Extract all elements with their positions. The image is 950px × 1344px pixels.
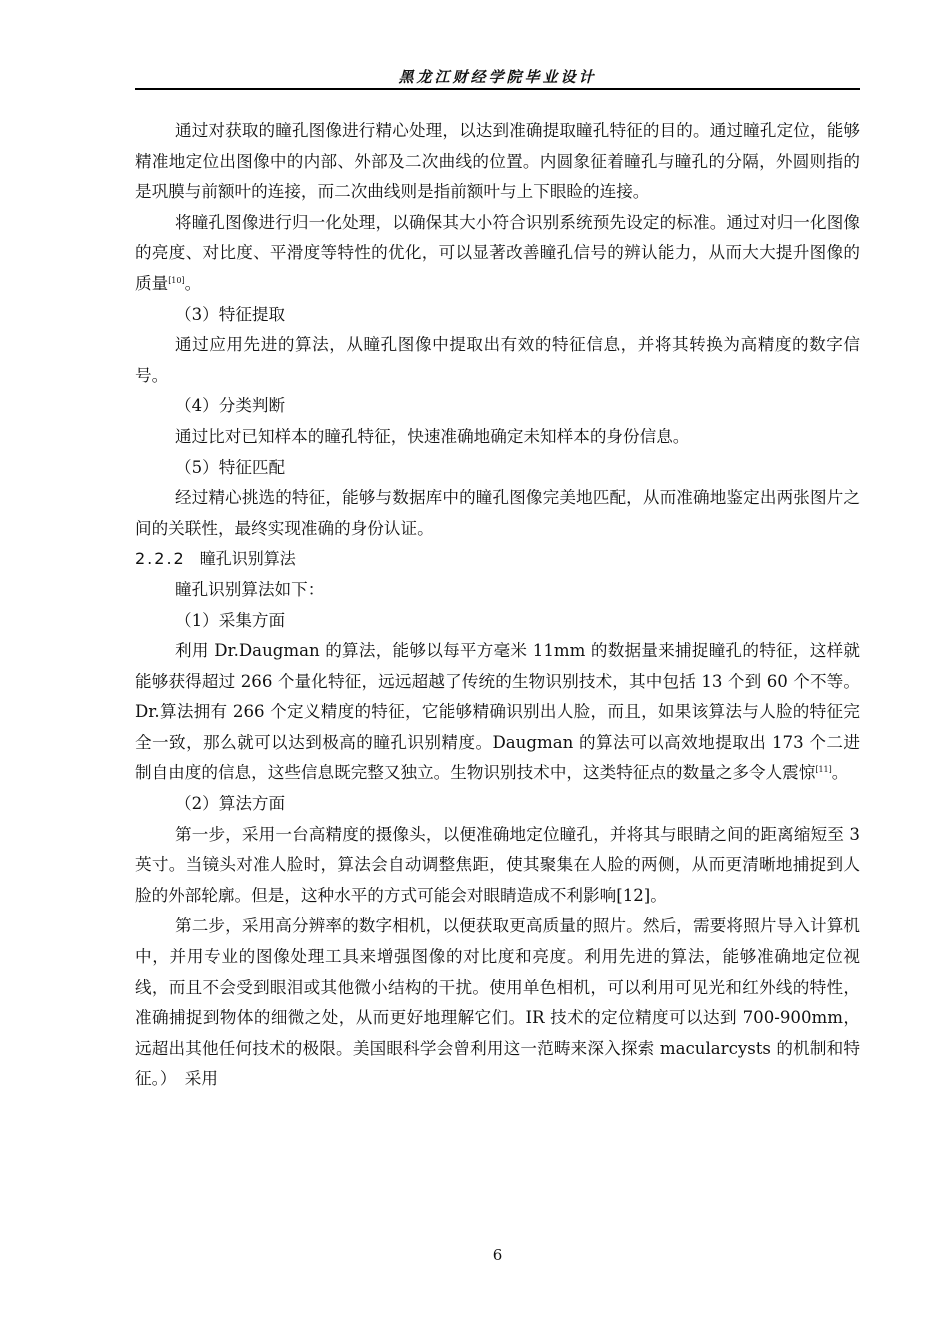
subheading-feature-extraction: （3）特征提取 [175,304,286,324]
citation-marker: [11] [815,765,832,775]
paragraph-normalization [135,208,860,300]
subheading-acquisition: （1）采集方面 [175,610,286,630]
paragraph-tail: 。 [831,763,849,783]
subheading-algorithm: （2）算法方面 [175,794,286,814]
section-number: 2.2.2 [135,549,186,569]
subheading-feature-matching: （5）特征匹配 [175,457,286,477]
section-heading [135,544,860,575]
paragraph-step-one: 第一步，采用一台高精度的摄像头，以便准确地定位瞳孔，并将其与眼睛之间的距离缩短至 3 英寸。当镜头对准人脸时，算法会自动调整焦距，使其聚集在人脸的两侧，从而更清晰地捕捉到人脸的外部轮廓。但是，这种水平的方式可能会对眼睛造成不利影响[12]。 [135,824,860,905]
section-title: 瞳孔识别算法 [199,549,296,569]
paragraph-algorithm-intro: 瞳孔识别算法如下： [175,579,325,599]
paragraph-text: 将瞳孔图像进行归一化处理，以确保其大小符合识别系统预先设定的标准。通过对归一化图像的亮度、对比度、平滑度等特性的优化，可以显著改善瞳孔信号的辨认能力，从而大大提升图像的质量 [135,212,860,293]
page-header-title: 黑龙江财经学院毕业设计 [398,68,597,86]
page-number: 6 [492,1246,503,1264]
paragraph-daugman [135,636,860,789]
document-body [135,116,860,1095]
paragraph-tail: 。 [184,273,202,293]
paragraph-step-two: 第二步，采用高分辨率的数字相机，以便获取更高质量的照片。然后，需要将照片导入计算机中，并用专业的图像处理工具来增强图像的对比度和亮度。利用先进的算法，能够准确地定位视线，而且不会受到眼泪或其他微小结构的干扰。使用单色相机，可以利用可见光和红外线的特性，准确捕捉到物体的细微之处，从而更好地理解它们。IR 技术的定位精度可以达到 700-900mm，远超出其他任何技术的极限。美国眼科学会曾利用这一范畴来深入探索 macularcysts 的机制和特征。） 采用 [135,916,860,1089]
paragraph-text: 通过对获取的瞳孔图像进行精心处理，以达到准确提取瞳孔特征的目的。通过瞳孔定位，能够精准地定位出图像中的内部、外部及二次曲线的位置。内圆象征着瞳孔与瞳孔的分隔，外圆则指的是巩膜与前额叶的连接，而二次曲线则是指前额叶与上下眼睑的连接。 [135,121,860,202]
paragraph-text: 利用 Dr.Daugman 的算法，能够以每平方毫米 11mm 的数据量来捕捉瞳孔的特征，这样就能够获得超过 266 个量化特征，远远超越了传统的生物识别技术，其中包括 13 个到 60 个不等。Dr.算法拥有 266 个定义精度的特征，它能够精确识别出人脸，而且，如果该算法与人脸的特征完全一致，那么就可以达到极高的瞳孔识别精度。Daugman 的算法可以高效地提取出 173 个二进制自由度的信息，这些信息既完整又独立。生物识别技术中，这类特征点的数量之多令人震惊 [135,641,860,783]
paragraph-pupil-processing [135,116,860,208]
citation-marker: [10] [168,275,185,285]
paragraph-feature-matching: 经过精心挑选的特征，能够与数据库中的瞳孔图像完美地匹配，从而准确地鉴定出两张图片之间的关联性，最终实现准确的身份认证。 [135,488,860,538]
paragraph-feature-extraction: 通过应用先进的算法，从瞳孔图像中提取出有效的特征信息，并将其转换为高精度的数字信号。 [135,335,860,385]
header-divider [135,88,860,90]
paragraph-classification: 通过比对已知样本的瞳孔特征，快速准确地确定未知样本的身份信息。 [175,426,690,446]
subheading-classification: （4）分类判断 [175,396,286,416]
